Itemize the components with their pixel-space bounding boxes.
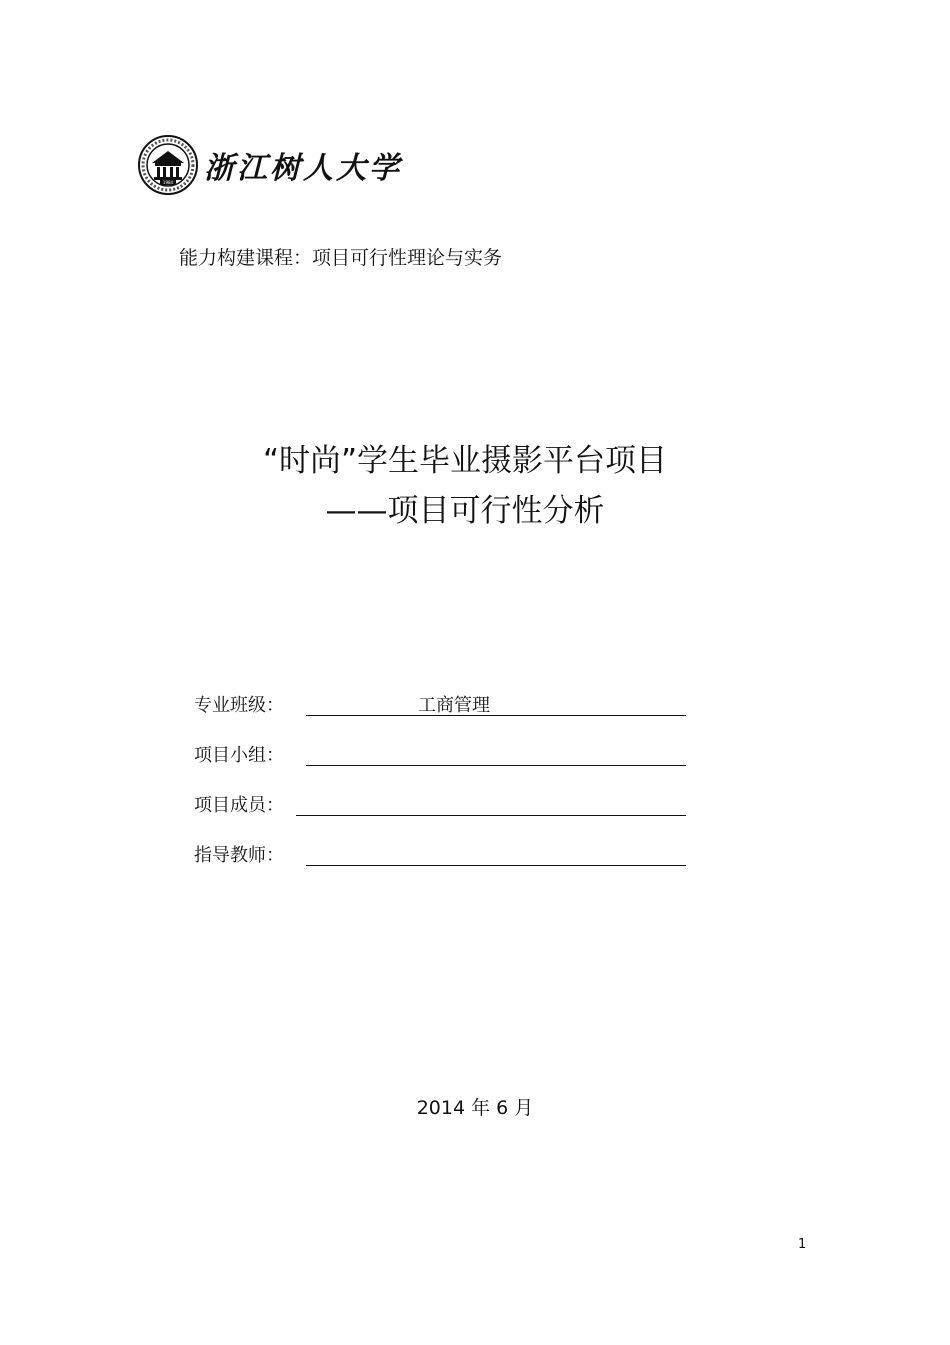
group-field xyxy=(306,741,686,766)
members-label: 项目成员： xyxy=(194,795,284,816)
advisor-field xyxy=(306,841,686,866)
members-field xyxy=(296,791,686,816)
major-label: 专业班级： xyxy=(194,695,284,716)
document-subtitle: ——项目可行性分析 xyxy=(325,493,605,529)
document-date: 2014 年 6 月 xyxy=(416,1097,534,1119)
emblem-year: 1984 xyxy=(162,180,174,185)
group-label: 项目小组： xyxy=(194,745,284,766)
advisor-label: 指导教师： xyxy=(194,845,284,866)
course-title: 能力构建课程：项目可行性理论与实务 xyxy=(179,247,503,269)
page-number: 1 xyxy=(798,1237,807,1252)
document-title: “时尚”学生毕业摄影平台项目 xyxy=(262,443,668,479)
university-name: 浙江树人大学 xyxy=(204,151,402,186)
university-logo xyxy=(138,135,402,195)
university-emblem-icon xyxy=(138,135,198,195)
major-value: 工商管理 xyxy=(418,695,490,716)
major-field xyxy=(306,691,686,716)
